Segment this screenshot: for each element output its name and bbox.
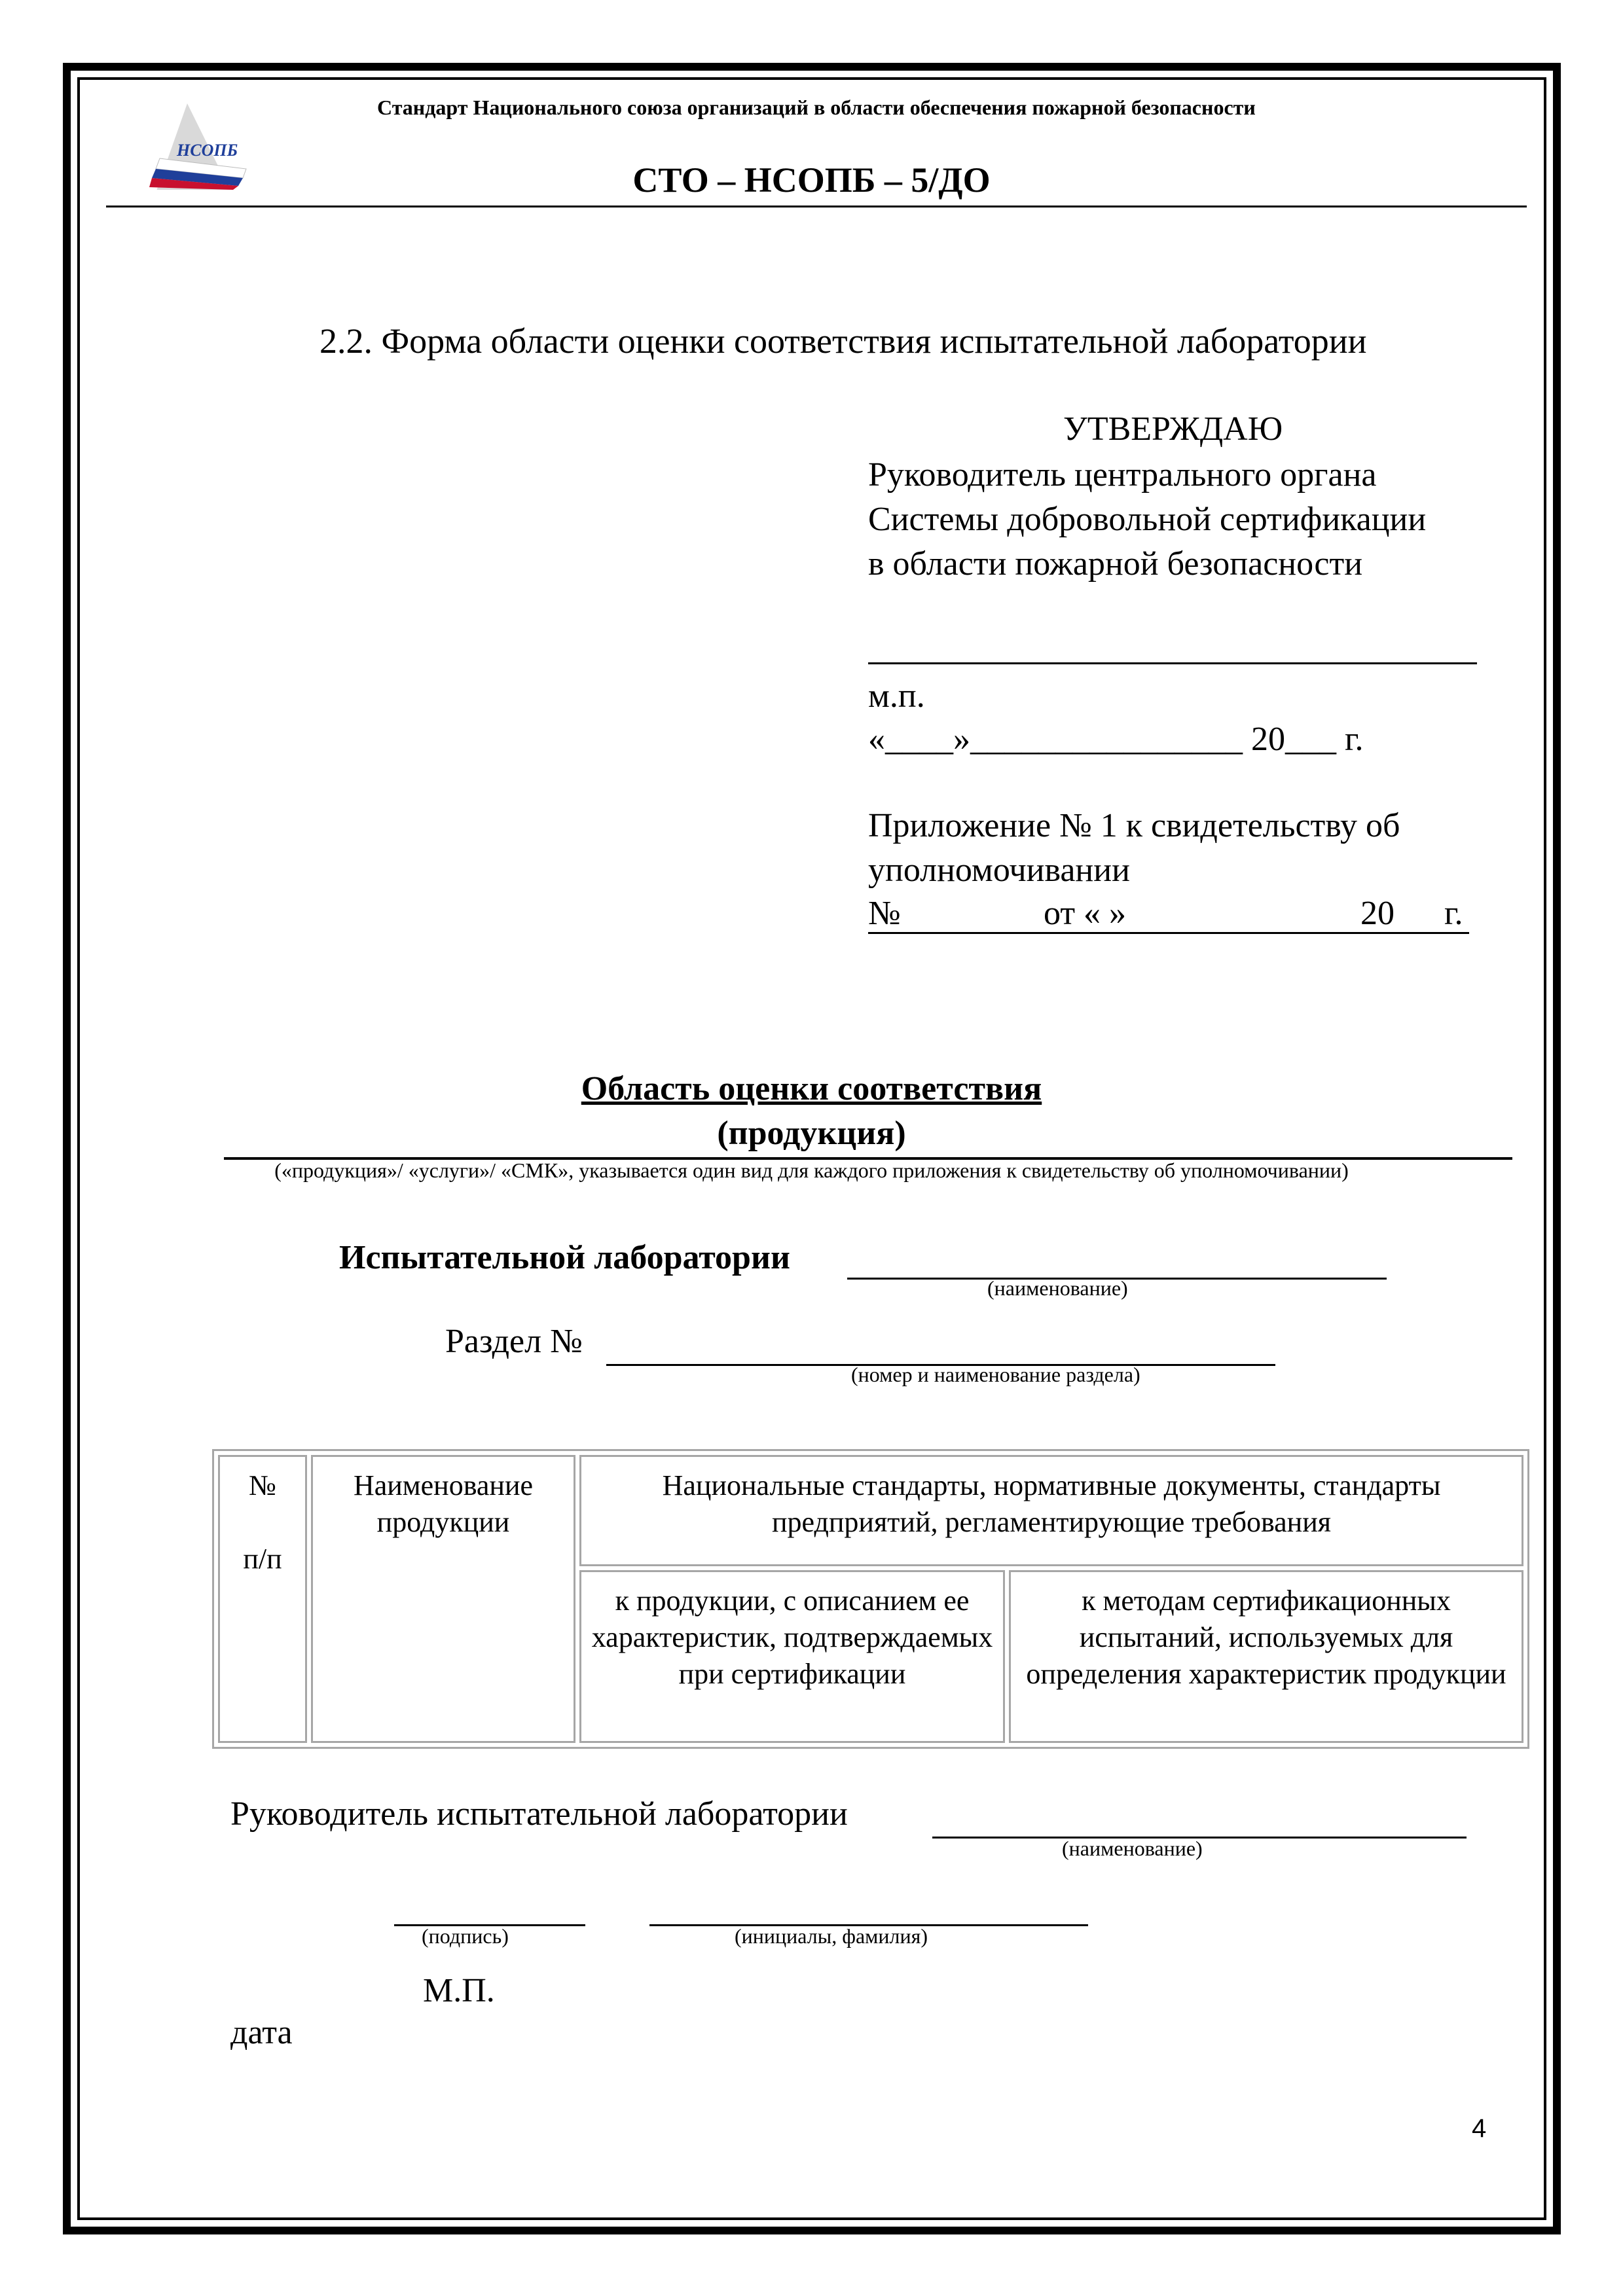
footer-date: дата: [230, 2014, 293, 2051]
col-number-line2: п/п: [243, 1543, 282, 1575]
lab-head-caption: (наименование): [1062, 1837, 1203, 1860]
approval-signature-line: [868, 662, 1477, 664]
scope-subtitle: (продукция): [717, 1115, 906, 1152]
appendix-line-2: уполномочивании: [868, 852, 1130, 889]
scope-note: («продукция»/ «услуги»/ «СМК», указывается один вид для каждого приложения к свидетельству об уполномочивании): [274, 1158, 1349, 1182]
col-number-header: [218, 1455, 307, 1743]
initials-caption: (инициалы, фамилия): [735, 1924, 928, 1948]
section-caption: (номер и наименование раздела): [851, 1363, 1140, 1386]
lab-label: Испытательной лаборатории: [339, 1239, 790, 1276]
approval-stamp: м.п.: [868, 677, 925, 715]
approval-date-line: «____»________________ 20___ г.: [868, 721, 1364, 758]
approval-line-3: в области пожарной безопасности: [868, 545, 1363, 583]
col-name-header: Наименование продукции: [311, 1455, 575, 1743]
section-label: Раздел №: [445, 1323, 583, 1360]
approval-heading: УТВЕРЖДАЮ: [1063, 410, 1283, 448]
table-header-row: [218, 1455, 1523, 1566]
approval-line-1: Руководитель центрального органа: [868, 456, 1377, 493]
standard-title: Стандарт Национального союза организаций в области обеспечения пожарной безопасности: [377, 96, 1256, 119]
lab-head-label: Руководитель испытательной лаборатории: [230, 1795, 848, 1833]
section-title: 2.2. Форма области оценки соответствия испытательной лаборатории: [319, 321, 1367, 361]
signature-caption: (подпись): [422, 1924, 509, 1948]
page-number: 4: [1472, 2114, 1487, 2143]
scope-title: Область оценки соответствия: [581, 1070, 1042, 1107]
appendix-from-label: от « »: [1044, 895, 1127, 932]
appendix-underline: [868, 932, 1469, 934]
subcol-methods-header: к методам сертификационных испытаний, используемых для определения характеристик продукции: [1009, 1570, 1523, 1743]
subcol-product-header: к продукции, с описанием ее характеристик, подтверждаемых при сертификации: [579, 1570, 1005, 1743]
scope-table: [212, 1449, 1529, 1749]
col-standards-header: Национальные стандарты, нормативные документы, стандарты предприятий, регламентирующие требования: [579, 1455, 1523, 1566]
appendix-year-label: 20: [1360, 895, 1395, 932]
approval-line-2: Системы добровольной сертификации: [868, 501, 1427, 538]
logo-text: НСОПБ: [177, 141, 238, 160]
lab-caption: (наименование): [987, 1276, 1128, 1300]
footer-stamp: М.П.: [423, 1972, 495, 2009]
appendix-line-1: Приложение № 1 к свидетельству об: [868, 807, 1400, 844]
header-rule: [106, 206, 1527, 207]
appendix-g-label: г.: [1444, 895, 1463, 932]
col-number-line1: №: [249, 1469, 276, 1501]
document-code: СТО – НСОПБ – 5/ДО: [632, 160, 991, 200]
appendix-number-label: №: [868, 895, 901, 932]
